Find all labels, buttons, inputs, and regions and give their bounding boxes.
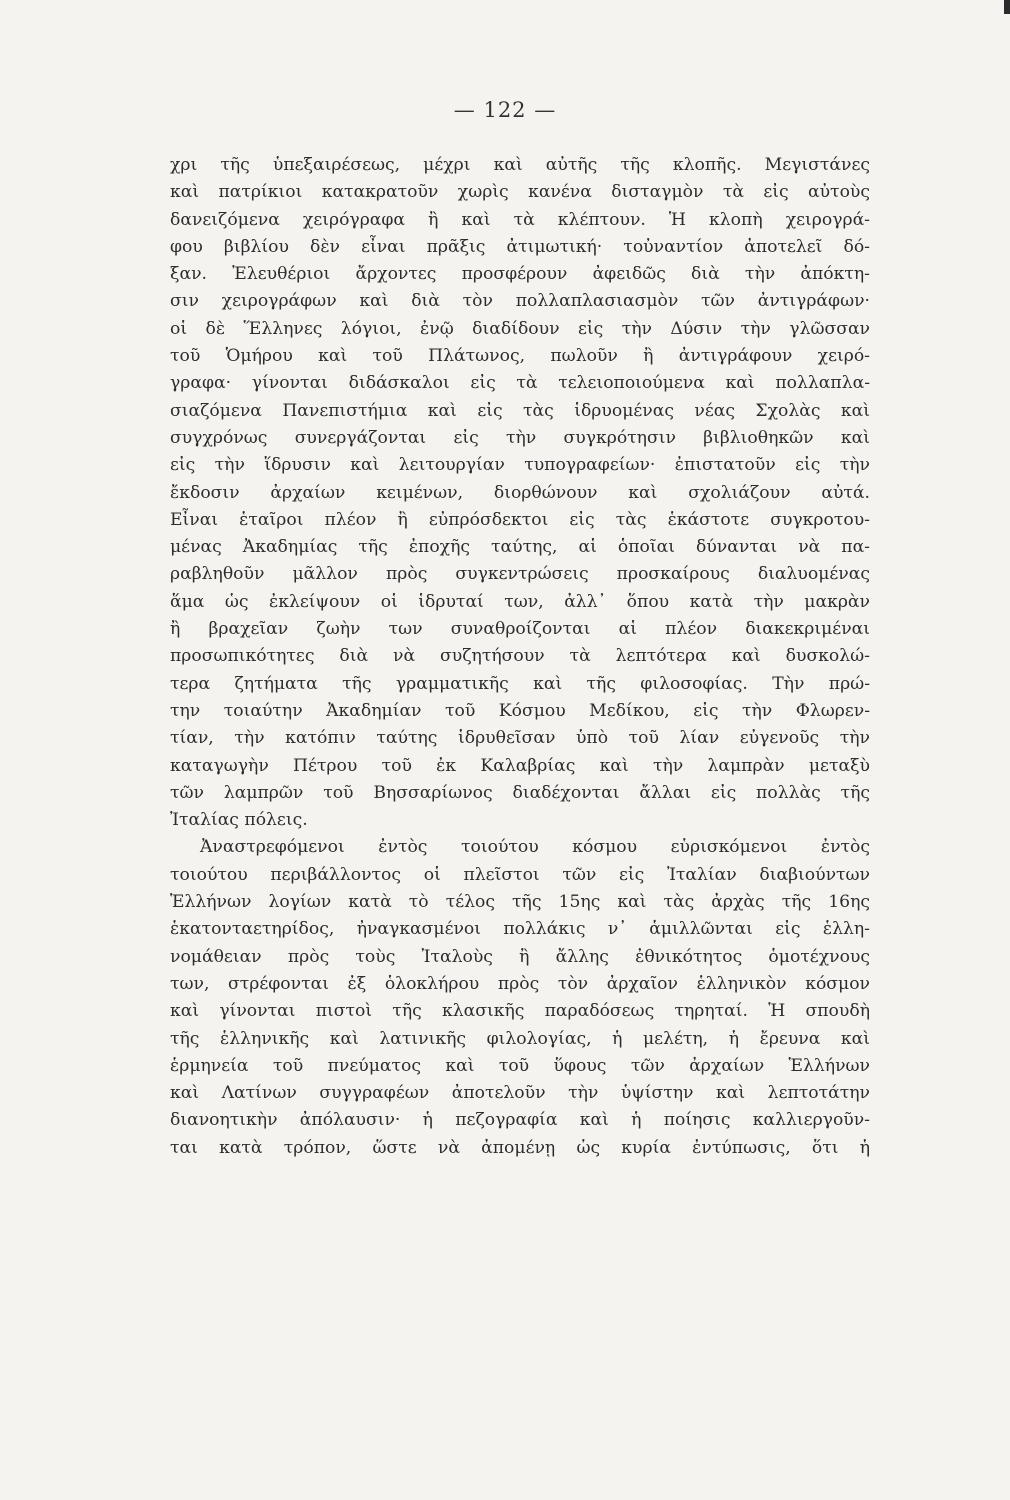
text-line: τῶν λαμπρῶν τοῦ Βησσαρίωνος διαδέχονται ἄλλαι εἰς πολλὰς τῆς	[170, 782, 870, 803]
text-line: ται κατὰ τρόπον, ὥστε νὰ ἀπομένῃ ὡς κυρία ἐντύπωσις, ὅτι ἡ	[170, 1137, 870, 1158]
body-text	[170, 152, 870, 1162]
text-line: ἑκατονταετηρίδος, ἠναγκασμένοι πολλάκις ν᾽ ἁμιλλῶνται εἰς ἑλλη-	[170, 919, 870, 940]
text-line: τίαν, τὴν κατόπιν ταύτης ἱδρυθεῖσαν ὑπὸ τοῦ λίαν εὐγενοῦς τὴν	[170, 728, 870, 749]
text-line: καὶ πατρίκιοι κατακρατοῦν χωρὶς κανένα δισταγμὸν τὰ εἰς αὐτοὺς	[170, 182, 870, 203]
text-line: σιαζόμενα Πανεπιστήμια καὶ εἰς τὰς ἱδρυομένας νέας Σχολὰς καὶ	[170, 400, 870, 421]
text-line: τῆς ἑλληνικῆς καὶ λατινικῆς φιλολογίας, ἡ μελέτη, ἡ ἔρευνα καὶ	[170, 1028, 870, 1049]
text-line: ξαν. Ἐλευθέριοι ἄρχοντες προσφέρουν ἀφειδῶς διὰ τὴν ἀπόκτη-	[170, 264, 870, 285]
text-line: σιν χειρογράφων καὶ διὰ τὸν πολλαπλασιασμὸν τῶν ἀντιγράφων·	[170, 291, 870, 312]
text-line: χρι τῆς ὑπεξαιρέσεως, μέχρι καὶ αὐτῆς τῆς κλοπῆς. Μεγιστάνες	[170, 155, 870, 175]
text-line: οἱ δὲ Ἕλληνες λόγιοι, ἐνῷ διαδίδουν εἰς τὴν Δύσιν τὴν γλῶσσαν	[170, 318, 870, 339]
text-line: των, στρέφονται ἐξ ὁλοκλήρου πρὸς τὸν ἀρχαῖον ἑλληνικὸν κόσμον	[170, 973, 870, 994]
text-line: ἑρμηνεία τοῦ πνεύματος καὶ τοῦ ὕφους τῶν ἀρχαίων Ἑλλήνων	[170, 1055, 870, 1076]
text-line: καὶ Λατίνων συγγραφέων ἀποτελοῦν τὴν ὑψίστην καὶ λεπτοτάτην	[170, 1083, 870, 1104]
text-line: νομάθειαν πρὸς τοὺς Ἰταλοὺς ἢ ἄλλης ἐθνικότητος ὁμοτέχνους	[170, 946, 870, 967]
text-line: ραβληθοῦν μᾶλλον πρὸς συγκεντρώσεις προσκαίρους διαλυομένας	[170, 564, 870, 585]
text-line: Ἑλλήνων λογίων κατὰ τὸ τέλος τῆς 15ης καὶ τὰς ἀρχὰς τῆς 16ης	[170, 892, 870, 913]
text-line: Ἰταλίας πόλεις.	[170, 810, 308, 831]
text-line: φου βιβλίου δὲν εἶναι πρᾶξις ἀτιμωτική· τοὐναντίον ἀποτελεῖ δό-	[170, 236, 870, 257]
text-line: εἰς τὴν ἵδρυσιν καὶ λειτουργίαν τυπογραφείων· ἐπιστατοῦν εἰς τὴν	[170, 455, 870, 476]
page-number: — 122 —	[453, 98, 557, 122]
text-line: δανειζόμενα χειρόγραφα ἢ καὶ τὰ κλέπτουν. Ἡ κλοπὴ χειρογρά-	[170, 209, 870, 230]
text-line: Ἀναστρεφόμενοι ἐντὸς τοιούτου κόσμου εὑρισκόμενοι ἐντὸς	[200, 837, 870, 858]
text-line: καταγωγὴν Πέτρου τοῦ ἐκ Καλαβρίας καὶ τὴν λαμπρὰν μεταξὺ	[170, 755, 870, 776]
text-line: ἅμα ὡς ἐκλείψουν οἱ ἱδρυταί των, ἀλλ᾽ ὅπου κατὰ τὴν μακρὰν	[170, 591, 870, 612]
text-line: ἔκδοσιν ἀρχαίων κειμένων, διορθώνουν καὶ σχολιάζουν αὐτά.	[170, 482, 870, 503]
scan-corner-mark	[1004, 0, 1010, 14]
text-line: διανοητικὴν ἀπόλαυσιν· ἡ πεζογραφία καὶ ἡ ποίησις καλλιεργοῦν-	[170, 1110, 870, 1131]
text-line: την τοιαύτην Ἀκαδημίαν τοῦ Κόσμου Μεδίκου, εἰς τὴν Φλωρεν-	[170, 700, 870, 721]
text-line: Εἶναι ἑταῖροι πλέον ἢ εὐπρόσδεκτοι εἰς τὰς ἑκάστοτε συγκροτου-	[170, 509, 870, 530]
text-line: ἢ βραχεῖαν ζωὴν των συναθροίζονται αἱ πλέον διακεκριμέναι	[170, 619, 870, 640]
text-line: γραφα· γίνονται διδάσκαλοι εἰς τὰ τελειοποιούμενα καὶ πολλαπλα-	[170, 373, 870, 394]
text-line: τοῦ Ὁμήρου καὶ τοῦ Πλάτωνος, πωλοῦν ἢ ἀντιγράφουν χειρό-	[170, 346, 870, 367]
text-line: μένας Ἀκαδημίας τῆς ἐποχῆς ταύτης, αἱ ὁποῖαι δύνανται νὰ πα-	[170, 537, 870, 558]
text-line: καὶ γίνονται πιστοὶ τῆς κλασικῆς παραδόσεως τηρηταί. Ἡ σπουδὴ	[170, 1001, 870, 1022]
text-line: προσωπικότητες διὰ νὰ συζητήσουν τὰ λεπτότερα καὶ δυσκολώ-	[170, 646, 870, 667]
text-line: τοιούτου περιβάλλοντος οἱ πλεῖστοι τῶν εἰς Ἰταλίαν διαβιούντων	[170, 864, 870, 885]
text-line: τερα ζητήματα τῆς γραμματικῆς καὶ τῆς φιλοσοφίας. Τὴν πρώ-	[170, 673, 870, 694]
text-line: συγχρόνως συνεργάζονται εἰς τὴν συγκρότησιν βιβλιοθηκῶν καὶ	[170, 427, 870, 448]
